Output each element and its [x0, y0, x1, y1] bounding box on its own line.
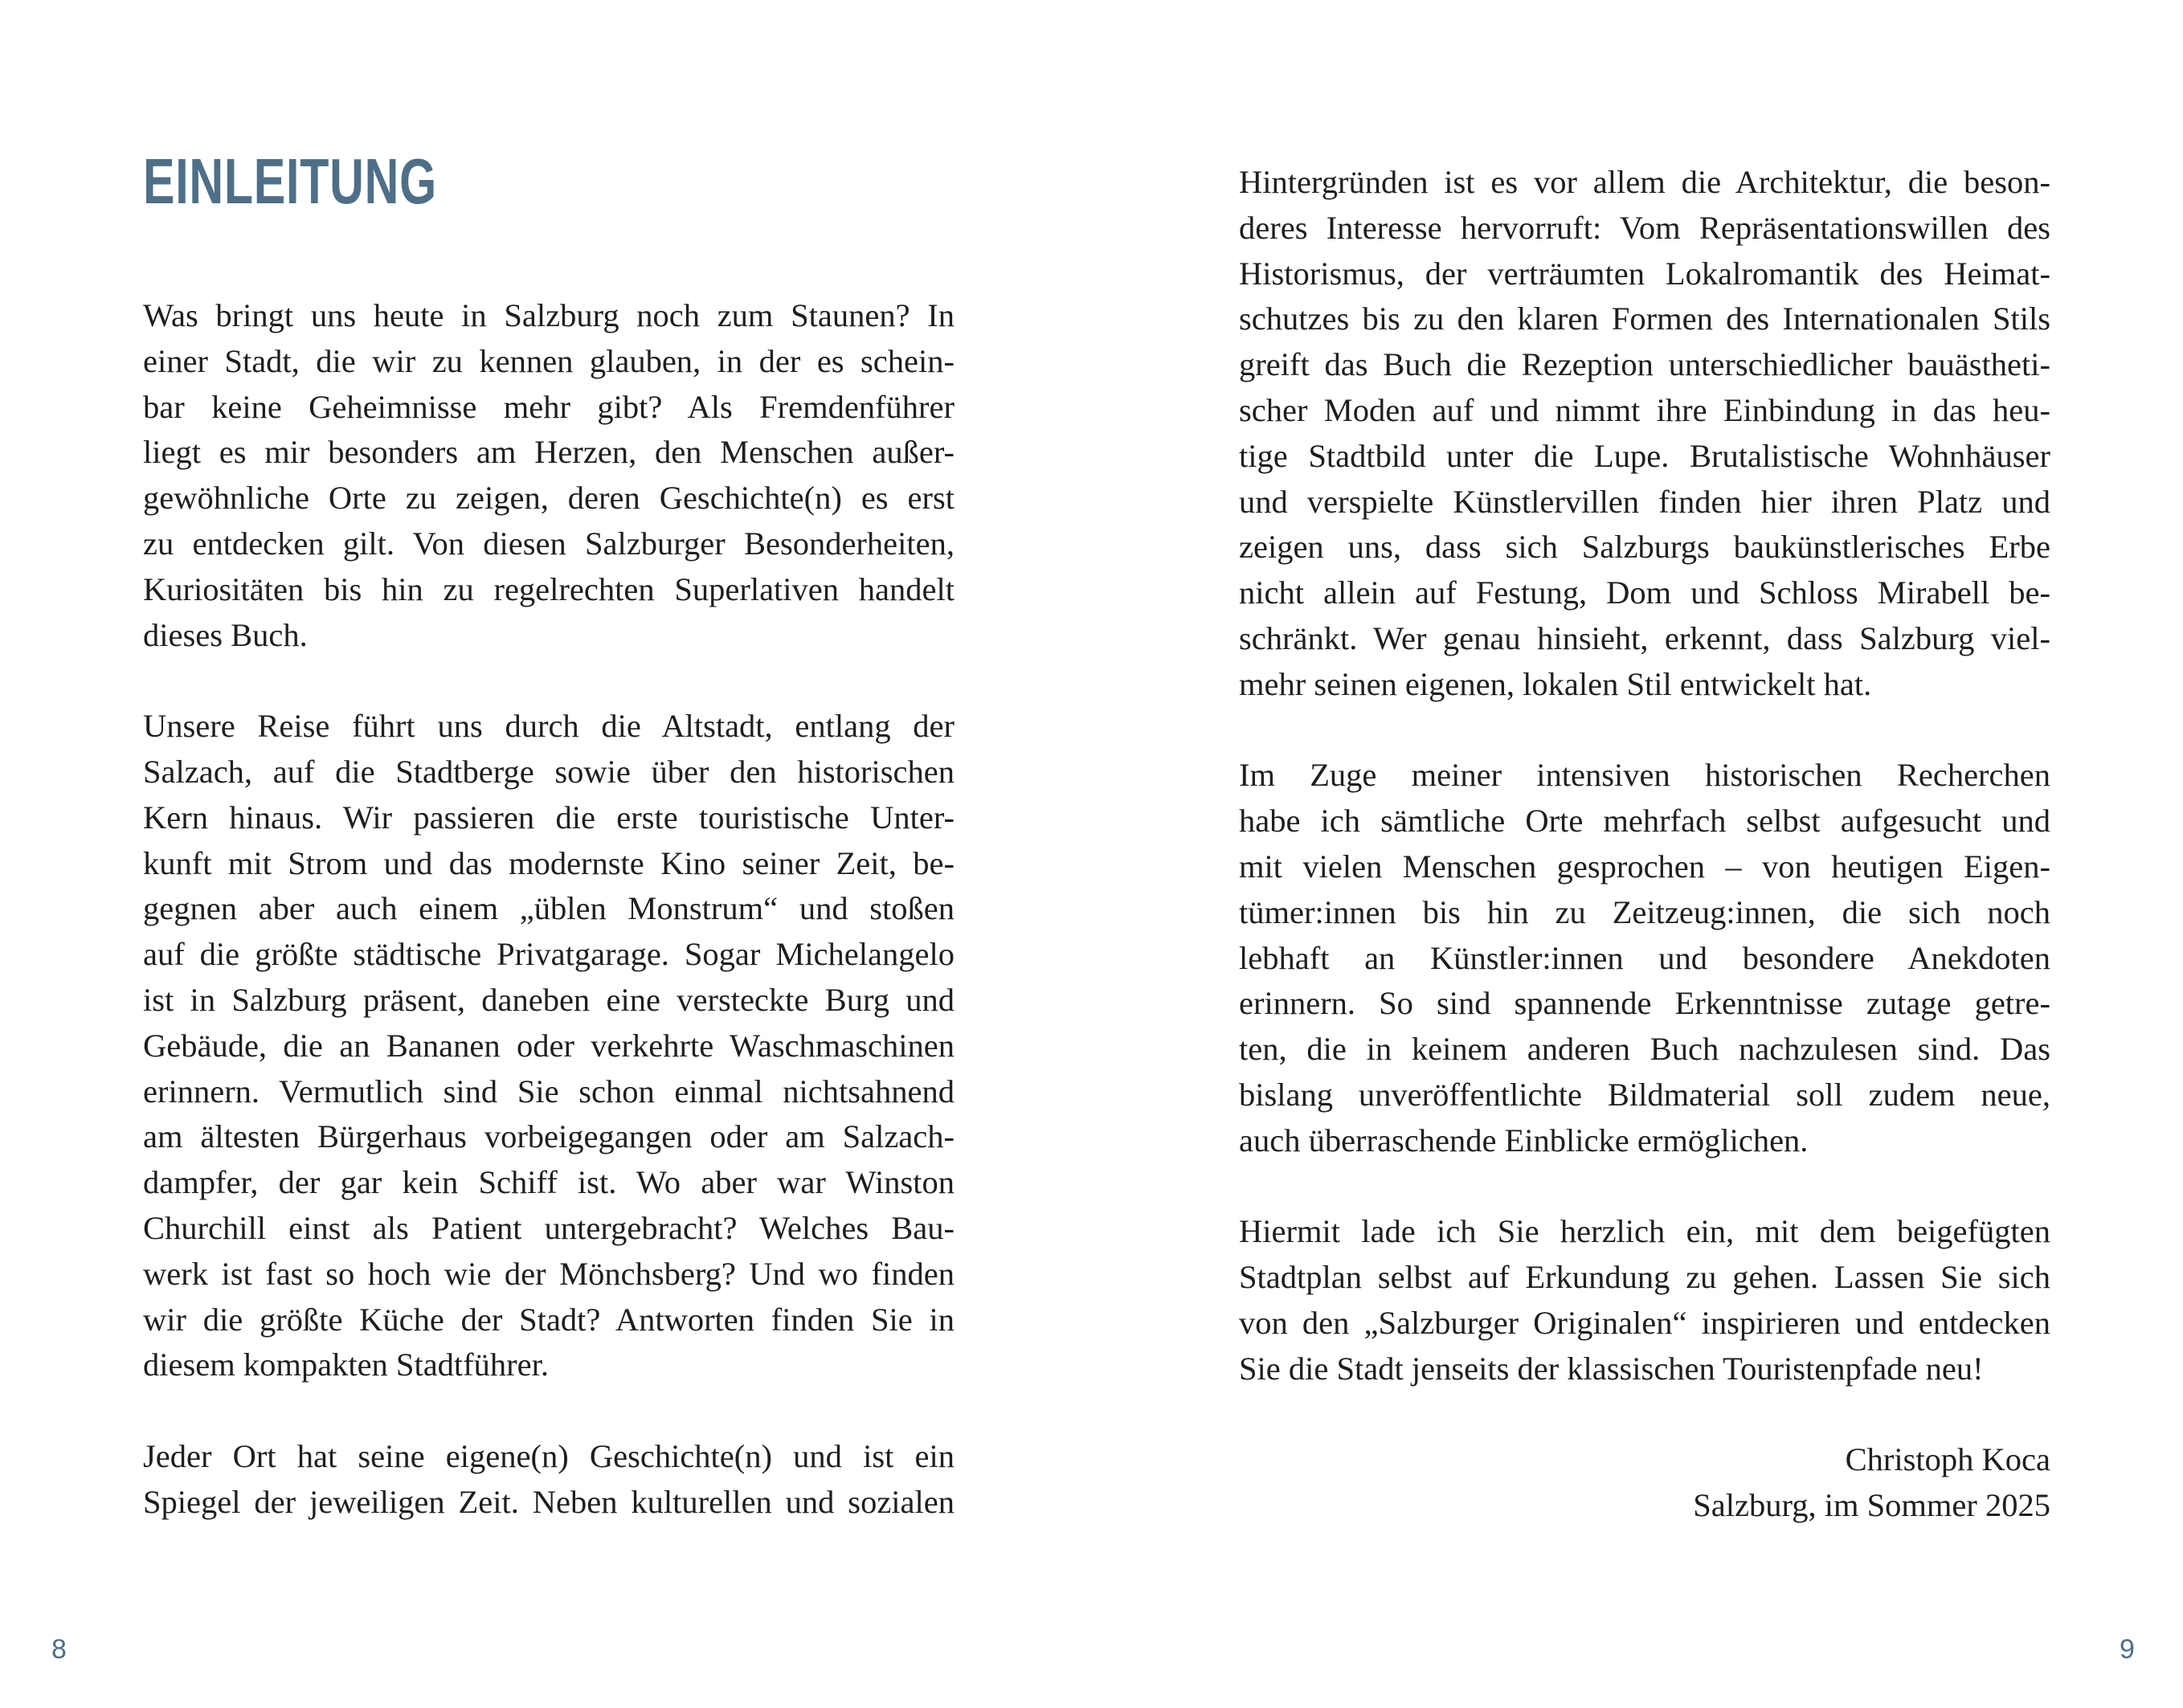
paragraph-gap	[143, 1388, 955, 1434]
paragraph	[1239, 160, 2050, 708]
text-line: liegt es mir besonders am Herzen, den Menschen außer-	[143, 434, 955, 471]
text-line: werk ist fast so hoch wie der Mönchsberg? Und wo finden	[143, 1255, 955, 1292]
text-line: mehr seinen eigenen, lokalen Stil entwickelt hat.	[1239, 665, 1872, 702]
text-line: Im Zuge meiner intensiven historischen Recherchen	[1239, 757, 2050, 794]
paragraph-gap	[1239, 708, 2050, 754]
text-line: und verspielte Künstlervillen finden hier ihren Platz und	[1239, 483, 2050, 520]
text-line: bar keine Geheimnisse mehr gibt? Als Fremdenführer	[143, 388, 955, 425]
paragraph	[1239, 1209, 2050, 1391]
text-line: nicht allein auf Festung, Dom und Schloss Mirabell be-	[1239, 574, 2050, 611]
text-line: dieses Buch.	[143, 616, 308, 653]
text-line: Was bringt uns heute in Salzburg noch zum Staunen? In	[143, 297, 955, 333]
page-number-right: 9	[2120, 1634, 2135, 1665]
text-line: ten, die in keinem anderen Buch nachzulesen sind. Das	[1239, 1031, 2050, 1068]
left-page-text	[143, 293, 955, 1526]
text-line: Kern hinaus. Wir passieren die erste touristische Unter-	[143, 799, 955, 836]
text-line: tige Stadtbild unter die Lupe. Brutalistische Wohnhäuser	[1239, 437, 2050, 474]
text-line: gewöhnliche Orte zu zeigen, deren Geschichte(n) es erst	[143, 480, 955, 517]
text-line: erinnern. Vermutlich sind Sie schon einmal nichtsahnend	[143, 1073, 955, 1109]
signature-block	[1239, 1437, 2050, 1529]
text-line: lebhaft an Künstler:innen und besondere Anekdoten	[1239, 939, 2050, 976]
paragraph	[143, 1434, 955, 1526]
paragraph	[1239, 753, 2050, 1163]
text-line: mit vielen Menschen gesprochen – von heutigen Eigen-	[1239, 848, 2050, 885]
paragraph-gap	[1239, 1392, 2050, 1438]
text-line: Jeder Ort hat seine eigene(n) Geschichte(n) und ist ein	[143, 1437, 955, 1474]
paragraph-gap	[143, 658, 955, 704]
text-line: bislang unveröffentlichte Bildmaterial soll zudem neue,	[1239, 1076, 2050, 1113]
text-line: Gebäude, die an Bananen oder verkehrte Waschmaschinen	[143, 1027, 955, 1064]
text-line: greift das Buch die Rezeption unterschiedlicher bauästheti-	[1239, 346, 2050, 383]
text-line: von den „Salzburger Originalen“ inspirieren und entdecken	[1239, 1304, 2050, 1341]
text-line: schränkt. Wer genau hinsieht, erkennt, dass Salzburg viel-	[1239, 619, 2050, 656]
text-line: scher Moden auf und nimmt ihre Einbindung in das heu-	[1239, 391, 2050, 428]
text-line: Stadtplan selbst auf Erkundung zu gehen. Lassen Sie sich	[1239, 1259, 2050, 1296]
paragraph	[143, 293, 955, 658]
text-line: Churchill einst als Patient untergebracht? Welches Bau-	[143, 1209, 955, 1246]
text-line: auf die größte städtische Privatgarage. Sogar Michelangelo	[143, 936, 955, 973]
text-line: diesem kompakten Stadtführer.	[143, 1346, 550, 1383]
paragraph-gap	[1239, 1164, 2050, 1210]
text-line: einer Stadt, die wir zu kennen glauben, in der es schein-	[143, 342, 955, 379]
text-line: Hiermit lade ich Sie herzlich ein, mit dem beigefügten	[1239, 1213, 2050, 1250]
paragraph	[143, 704, 955, 1388]
text-line: ist in Salzburg präsent, daneben eine versteckte Burg und	[143, 981, 955, 1018]
text-line: kunft mit Strom und das modernste Kino seiner Zeit, be-	[143, 844, 955, 881]
text-line: Historismus, der verträumten Lokalromantik des Heimat-	[1239, 255, 2050, 292]
author-name: Christoph Koca	[1845, 1441, 2050, 1478]
text-line: wir die größte Küche der Stadt? Antworten finden Sie in	[143, 1301, 955, 1338]
text-line: Unsere Reise führt uns durch die Altstadt, entlang der	[143, 708, 955, 745]
place-date: Salzburg, im Sommer 2025	[1693, 1487, 2050, 1524]
right-page-text	[1239, 160, 2050, 1529]
chapter-heading: EINLEITUNG	[143, 145, 437, 217]
text-line: schutzes bis zu den klaren Formen des Internationalen Stils	[1239, 300, 2050, 337]
text-line: Kuriositäten bis hin zu regelrechten Superlativen handelt	[143, 570, 955, 607]
page-number-left: 8	[51, 1634, 67, 1665]
text-line: Salzach, auf die Stadtberge sowie über den historischen	[143, 753, 955, 790]
text-line: zu entdecken gilt. Von diesen Salzburger Besonderheiten,	[143, 525, 955, 562]
text-line: deres Interesse hervorruft: Vom Repräsentationswillen des	[1239, 209, 2050, 246]
text-line: zeigen uns, dass sich Salzburgs baukünstlerisches Erbe	[1239, 529, 2050, 566]
text-line: habe ich sämtliche Orte mehrfach selbst aufgesucht und	[1239, 803, 2050, 840]
text-line: Sie die Stadt jenseits der klassischen Touristenpfade neu!	[1239, 1350, 1984, 1387]
text-line: gegnen aber auch einem „üblen Monstrum“ und stoßen	[143, 890, 955, 927]
text-line: dampfer, der gar kein Schiff ist. Wo aber war Winston	[143, 1164, 955, 1201]
text-line: Hintergründen ist es vor allem die Architektur, die beson-	[1239, 164, 2050, 200]
text-line: tümer:innen bis hin zu Zeitzeug:innen, die sich noch	[1239, 893, 2050, 930]
text-line: erinnern. So sind spannende Erkenntnisse zutage getre-	[1239, 985, 2050, 1022]
text-line: am ältesten Bürgerhaus vorbeigegangen oder am Salzach-	[143, 1118, 955, 1155]
text-line: auch überraschende Einblicke ermöglichen.	[1239, 1122, 1809, 1158]
text-line: Spiegel der jeweiligen Zeit. Neben kulturellen und sozialen	[143, 1483, 955, 1520]
